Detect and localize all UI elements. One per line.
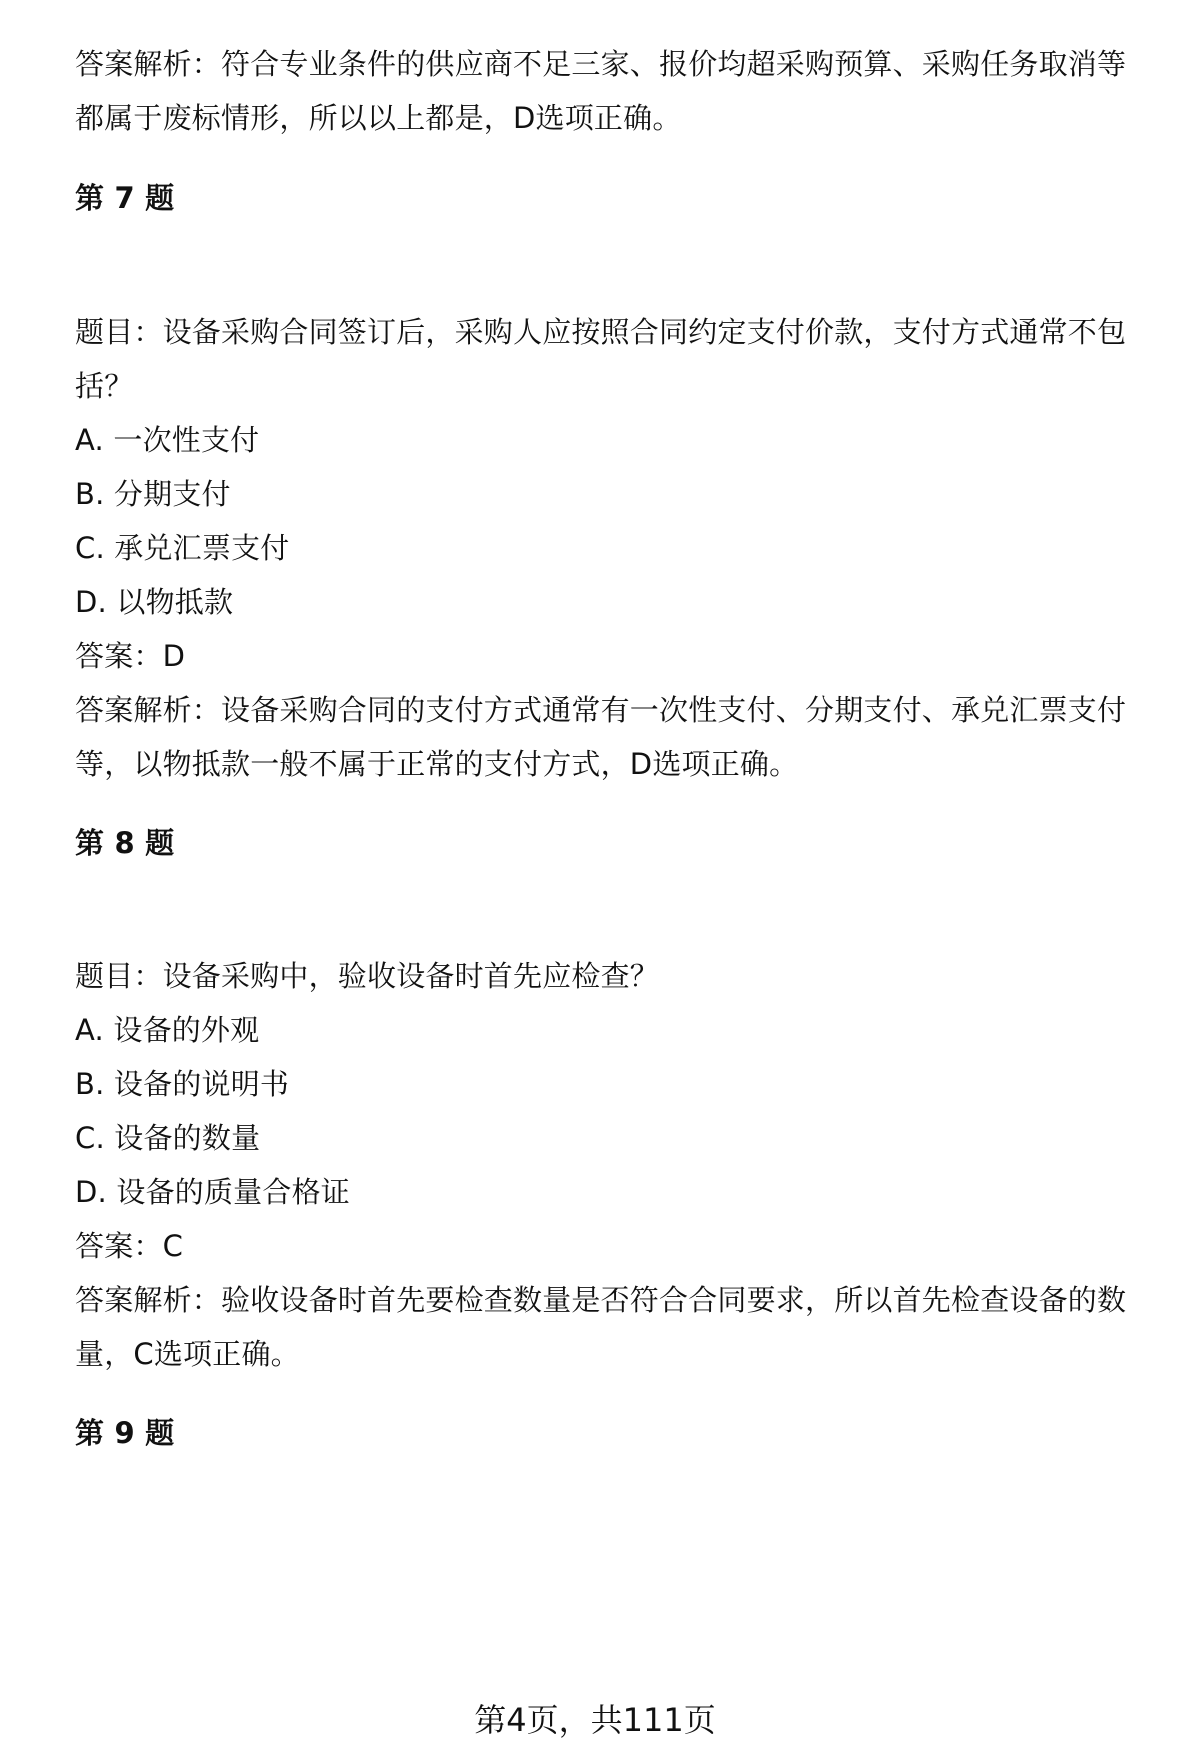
q7-question-line2: 括？ [75, 369, 134, 403]
q9-heading: 第 9 题 [75, 1416, 175, 1450]
q8-analysis-line2: 量，C选项正确。 [75, 1337, 300, 1371]
q8-option-a: A. 设备的外观 [75, 1013, 260, 1047]
q8-option-d: D. 设备的质量合格证 [75, 1175, 350, 1209]
q6-analysis-line2: 都属于废标情形，所以以上都是，D选项正确。 [75, 101, 682, 135]
q8-option-c: C. 设备的数量 [75, 1121, 261, 1155]
q6-analysis-line1: 答案解析：符合专业条件的供应商不足三家、报价均超采购预算、采购任务取消等 [75, 47, 1127, 81]
document-page [75, 0, 1165, 1755]
q7-option-c: C. 承兑汇票支付 [75, 531, 290, 565]
q7-option-a: A. 一次性支付 [75, 423, 260, 457]
q7-option-b: B. 分期支付 [75, 477, 231, 511]
q8-answer: 答案：C [75, 1229, 184, 1263]
q8-analysis-line1: 答案解析：验收设备时首先要检查数量是否符合合同要求，所以首先检查设备的数 [75, 1283, 1127, 1317]
q7-answer: 答案：D [75, 639, 186, 673]
q8-question-line1: 题目：设备采购中，验收设备时首先应检查？ [75, 959, 660, 993]
page-indicator: 第4页，共111页 [474, 1701, 716, 1739]
q7-analysis-line1: 答案解析：设备采购合同的支付方式通常有一次性支付、分期支付、承兑汇票支付 [75, 693, 1127, 727]
q7-heading: 第 7 题 [75, 181, 175, 215]
q8-option-b: B. 设备的说明书 [75, 1067, 290, 1101]
q7-analysis-line2: 等，以物抵款一般不属于正常的支付方式，D选项正确。 [75, 747, 799, 781]
q8-heading: 第 8 题 [75, 826, 175, 860]
q7-question-line1: 题目：设备采购合同签订后，采购人应按照合同约定支付价款，支付方式通常不包 [75, 315, 1127, 349]
q7-option-d: D. 以物抵款 [75, 585, 234, 619]
